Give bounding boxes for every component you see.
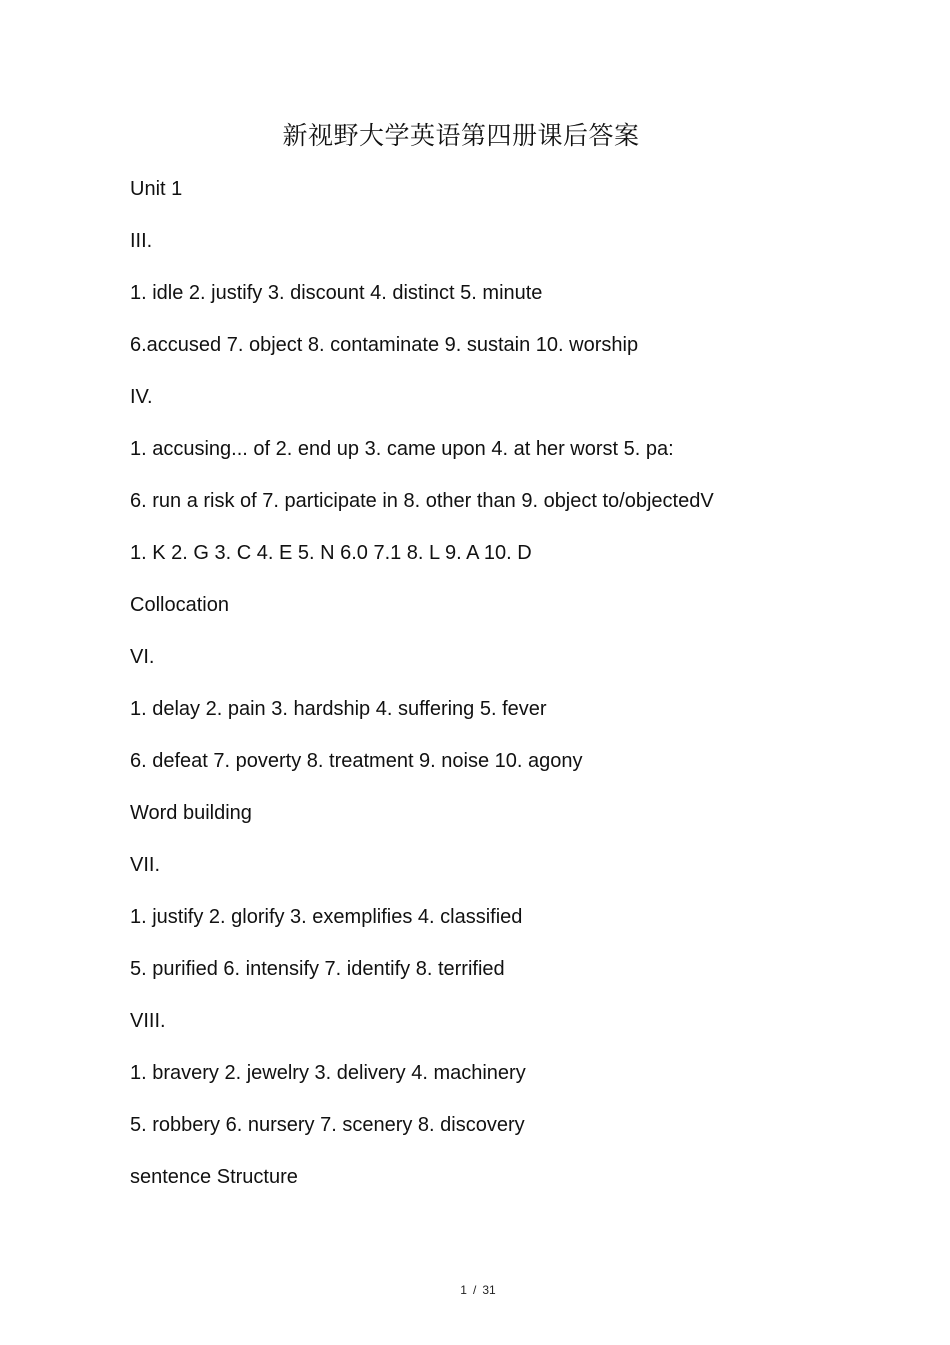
unit-heading: Unit 1 xyxy=(130,178,183,200)
answer-line: 5. purified 6. intensify 7. identify 8. terrified xyxy=(130,958,505,980)
page-title: 新视野大学英语第四册课后答案 xyxy=(282,121,640,150)
section-heading-vii: VII. xyxy=(130,854,161,876)
answer-line: 6. defeat 7. poverty 8. treatment 9. noise 10. agony xyxy=(130,750,583,772)
answer-line: 1. idle 2. justify 3. discount 4. distinct 5. minute xyxy=(130,282,543,304)
total-pages-number: 31 xyxy=(482,1283,496,1297)
section-heading-word-building: Word building xyxy=(130,802,252,824)
section-heading-viii: VIII. xyxy=(130,1010,166,1032)
section-heading-sentence-structure: sentence Structure xyxy=(130,1166,298,1188)
answer-line: 1. accusing... of 2. end up 3. came upon 4. at her worst 5. pa: xyxy=(130,438,674,460)
answer-line: 1. bravery 2. jewelry 3. delivery 4. machinery xyxy=(130,1062,526,1084)
answer-line: 1. delay 2. pain 3. hardship 4. suffering 5. fever xyxy=(130,698,547,720)
section-heading-iv: IV. xyxy=(130,386,153,408)
section-heading-iii: III. xyxy=(130,230,153,252)
answer-line: 1. justify 2. glorify 3. exemplifies 4. classified xyxy=(130,906,523,928)
current-page-number: 1 xyxy=(460,1283,467,1297)
answer-line: 6.accused 7. object 8. contaminate 9. sustain 10. worship xyxy=(130,334,639,356)
answer-content xyxy=(130,174,910,1214)
page-number xyxy=(0,1282,950,1298)
section-heading-collocation: Collocation xyxy=(130,594,229,616)
section-heading-vi: VI. xyxy=(130,646,155,668)
answer-line: 1. K 2. G 3. C 4. E 5. N 6.0 7.1 8. L 9. A 10. D xyxy=(130,542,532,564)
answer-line: 5. robbery 6. nursery 7. scenery 8. discovery xyxy=(130,1114,525,1136)
page-separator: / xyxy=(472,1283,477,1297)
answer-line: 6. run a risk of 7. participate in 8. other than 9. object to/objectedV xyxy=(130,490,714,512)
